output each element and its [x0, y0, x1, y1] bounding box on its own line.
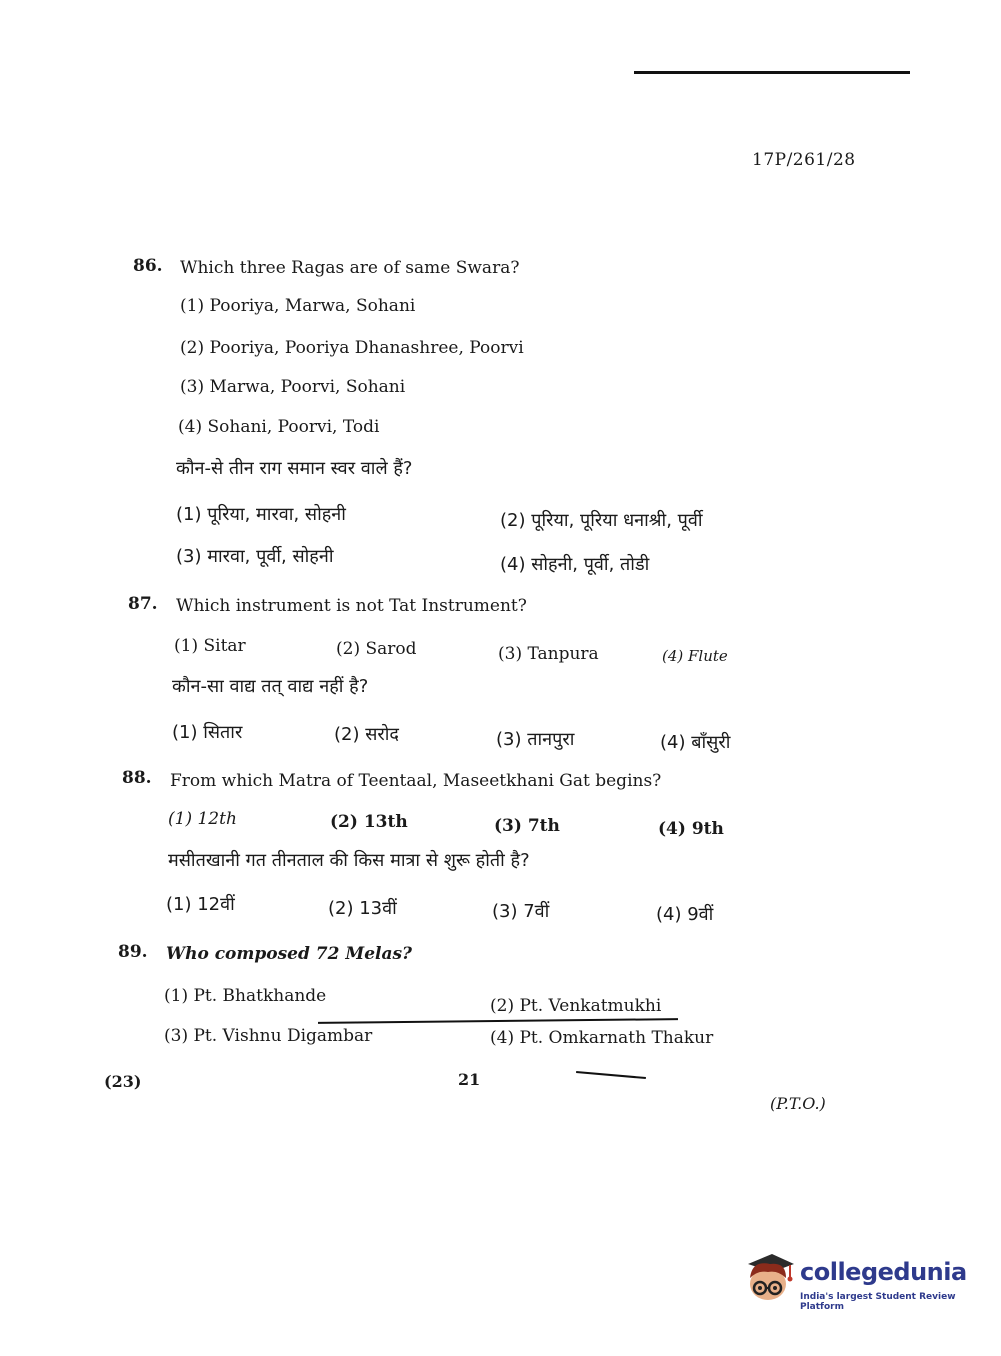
top-rule	[634, 71, 910, 74]
option-en: (1) 12th	[168, 809, 237, 829]
question-text: Who composed 72 Melas?	[166, 944, 413, 964]
option-hi: (1) सितार	[172, 722, 243, 743]
pen-stroke	[576, 1071, 646, 1079]
question-text: Which instrument is not Tat Instrument?	[176, 596, 527, 616]
question-text: Which three Ragas are of same Swara?	[180, 258, 520, 278]
option-en: (4) Pt. Omkarnath Thakur	[490, 1028, 714, 1048]
option-hi: (3) 7वीं	[492, 901, 550, 922]
logo-wordmark: collegedunia	[800, 1258, 967, 1286]
option-en: (3) 7th	[494, 816, 560, 836]
question-text-hindi: कौन-सा वाद्य तत् वाद्य नहीं है?	[172, 676, 369, 697]
option-hi: (3) तानपुरा	[496, 729, 575, 750]
option-en: (2) Pooriya, Pooriya Dhanashree, Poorvi	[180, 338, 524, 358]
collegedunia-logo	[742, 1250, 972, 1312]
paper-code: 17P/261/28	[752, 150, 856, 170]
option-hi: (1) 12वीं	[166, 894, 235, 915]
question-number: 86.	[133, 256, 163, 276]
option-hi: (4) सोहनी, पूर्वी, तोडी	[500, 554, 650, 575]
question-number: 89.	[118, 942, 148, 962]
page-number: 21	[458, 1070, 481, 1089]
option-hi: (2) 13वीं	[328, 898, 397, 919]
option-hi: (2) सरोद	[334, 724, 399, 745]
option-hi: (2) पूरिया, पूरिया धनाश्री, पूर्वी	[500, 510, 703, 531]
question-text-hindi: मसीतखानी गत तीनताल की किस मात्रा से शुरू होती है?	[168, 850, 530, 871]
mascot-icon	[742, 1250, 796, 1308]
question-number: 88.	[122, 768, 152, 788]
question-number: 87.	[128, 594, 158, 614]
option-hi: (4) बाँसुरी	[660, 732, 731, 753]
logo-tagline: India's largest Student Review Platform	[800, 1292, 956, 1312]
option-en: (2) Pt. Venkatmukhi	[490, 996, 662, 1016]
option-en: (1) Pt. Bhatkhande	[164, 986, 327, 1006]
option-en: (4) Flute	[662, 647, 728, 665]
option-en: (2) 13th	[330, 812, 408, 832]
option-hi: (1) पूरिया, मारवा, सोहनी	[176, 504, 346, 525]
option-hi: (3) मारवा, पूर्वी, सोहनी	[176, 546, 334, 567]
option-en: (2) Sarod	[336, 639, 417, 659]
option-en: (4) 9th	[658, 819, 724, 839]
option-en: (4) Sohani, Poorvi, Todi	[178, 417, 380, 437]
pto-label: (P.T.O.)	[770, 1094, 826, 1113]
question-text: From which Matra of Teentaal, Maseetkhani Gat begins?	[170, 771, 662, 791]
footer-code: (23)	[104, 1072, 142, 1091]
option-hi: (4) 9वीं	[656, 904, 714, 925]
pen-underline	[318, 1018, 678, 1024]
option-en: (1) Sitar	[174, 636, 246, 656]
option-en: (3) Marwa, Poorvi, Sohani	[180, 377, 406, 397]
question-text-hindi: कौन-से तीन राग समान स्वर वाले हैं?	[176, 458, 413, 479]
option-en: (1) Pooriya, Marwa, Sohani	[180, 296, 416, 316]
option-en: (3) Pt. Vishnu Digambar	[164, 1026, 373, 1046]
option-en: (3) Tanpura	[498, 644, 599, 664]
